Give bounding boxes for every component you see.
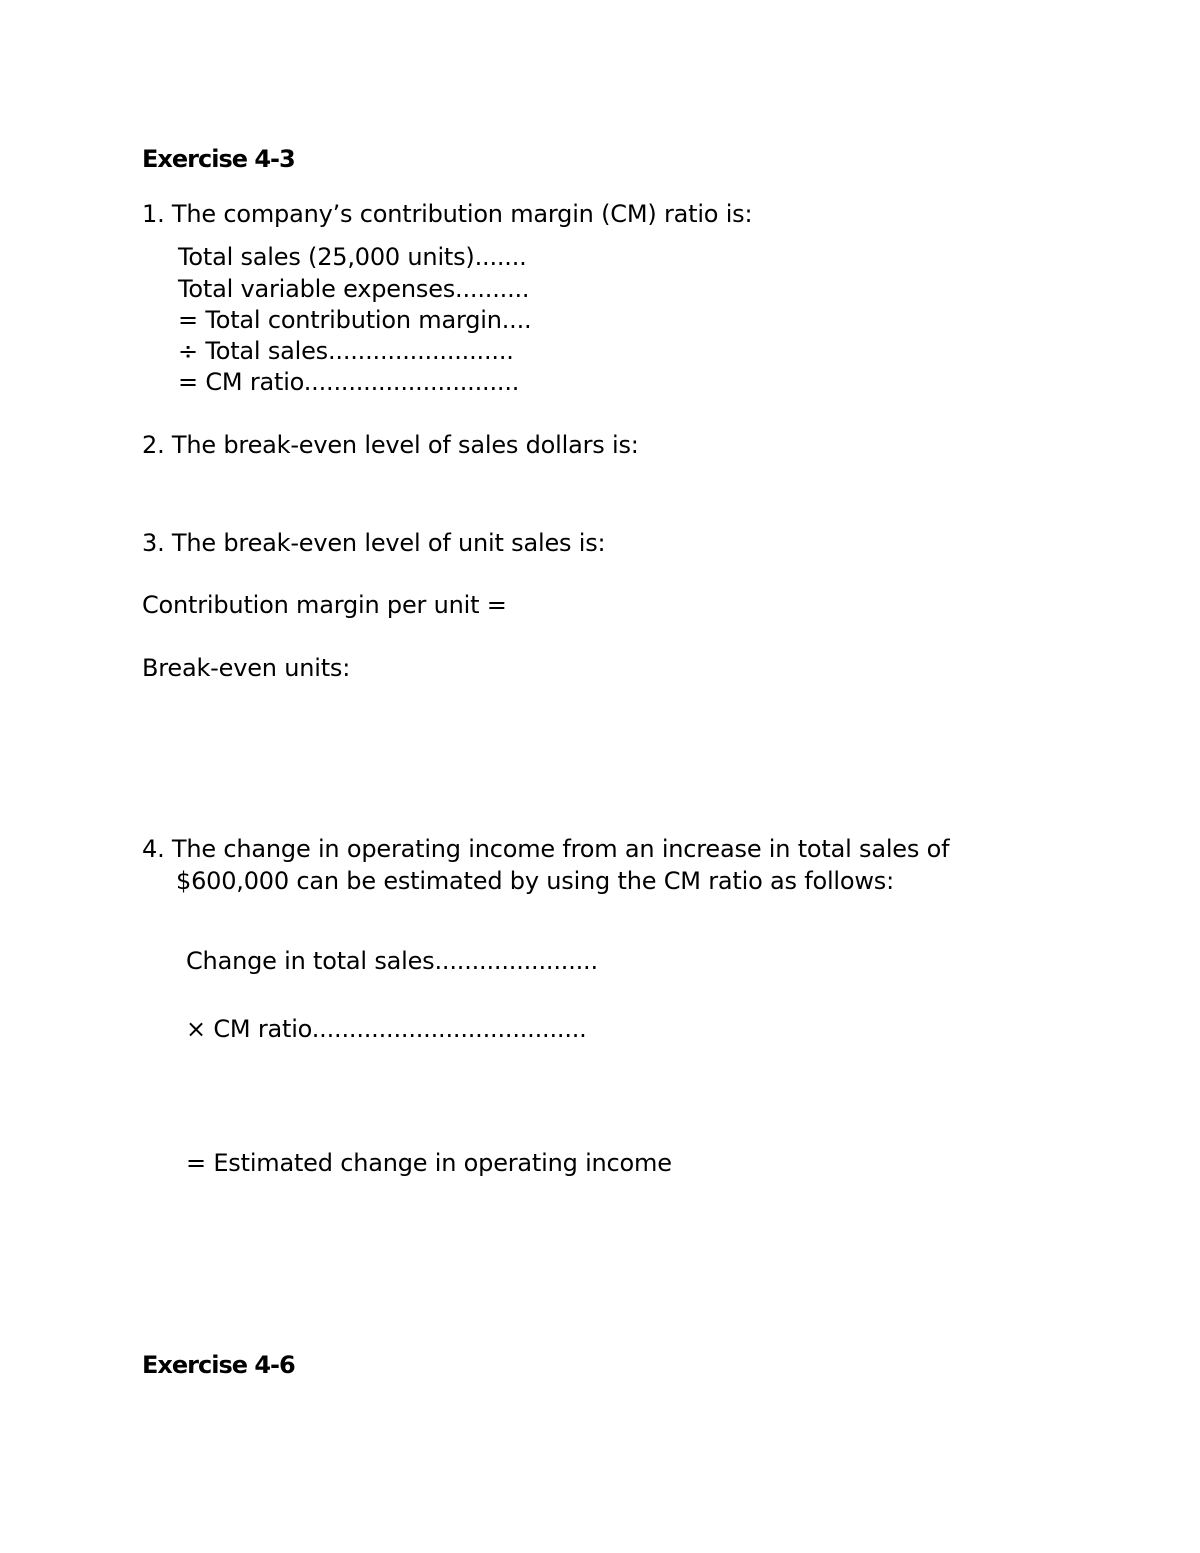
q1-line-cm-ratio: = CM ratio............................. — [178, 368, 520, 396]
q1-line-divide-total-sales: ÷ Total sales......................... — [178, 337, 514, 365]
question-4-text-line-2: $600,000 can be estimated by using the CM ratio as follows: — [176, 867, 894, 895]
q1-line-total-sales: Total sales (25,000 units)....... — [178, 243, 527, 271]
question-4-text-line-1: 4. The change in operating income from an increase in total sales of — [142, 835, 950, 863]
q1-line-total-variable-expenses: Total variable expenses.......... — [178, 275, 530, 303]
q4-change-in-total-sales: Change in total sales...................... — [186, 947, 598, 975]
exercise-heading-4-6: Exercise 4-6 — [142, 1351, 295, 1379]
question-1-text: 1. The company’s contribution margin (CM) ratio is: — [142, 200, 753, 228]
exercise-heading-4-3: Exercise 4-3 — [142, 145, 295, 173]
q3-break-even-units: Break-even units: — [142, 654, 351, 682]
q3-cm-per-unit: Contribution margin per unit = — [142, 591, 507, 619]
question-3-text: 3. The break-even level of unit sales is: — [142, 529, 606, 557]
q1-line-total-contribution-margin: = Total contribution margin.... — [178, 306, 532, 334]
q4-times-cm-ratio: × CM ratio..................................... — [186, 1015, 587, 1043]
q4-estimated-change-operating-income: = Estimated change in operating income — [186, 1149, 672, 1177]
question-2-text: 2. The break-even level of sales dollars is: — [142, 431, 639, 459]
